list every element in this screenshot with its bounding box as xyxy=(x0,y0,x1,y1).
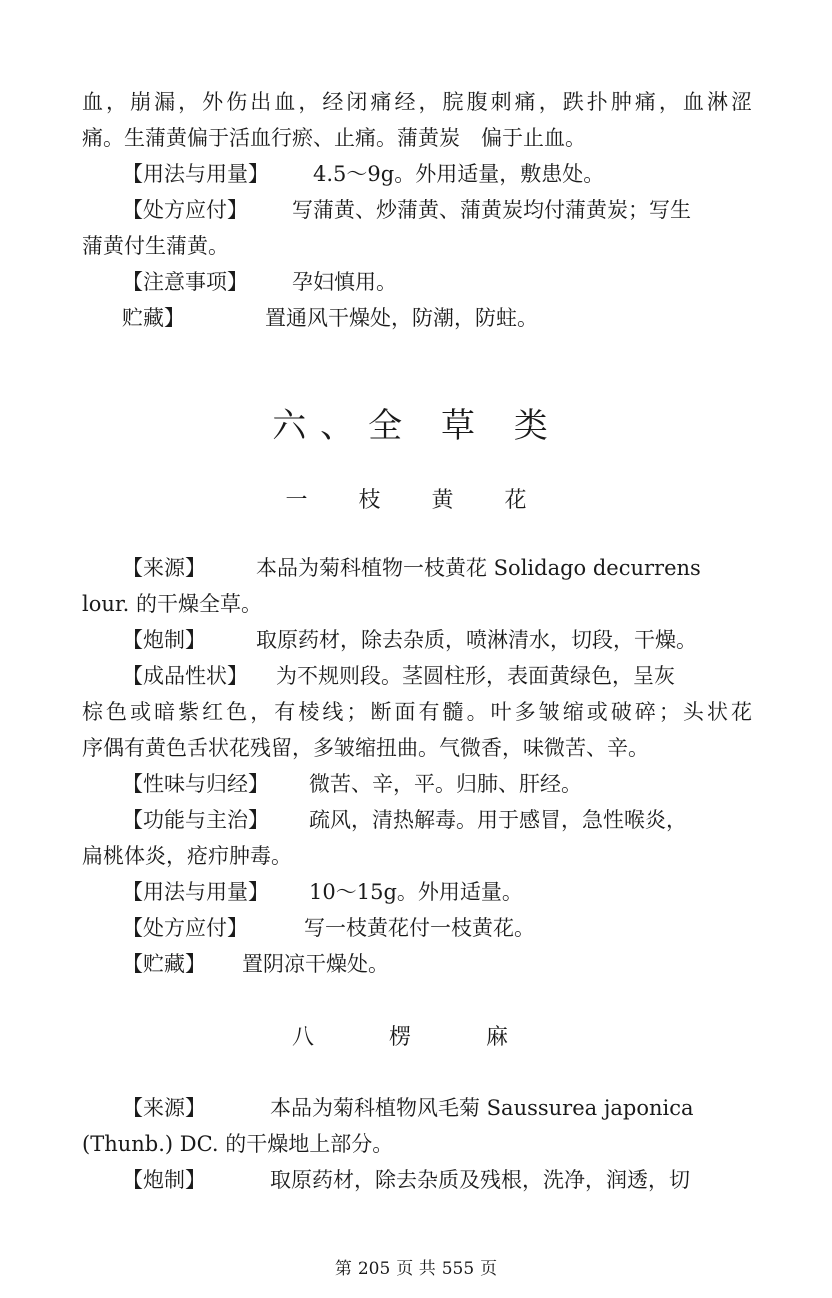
usage-text: 4.5～9g。外用适量，敷患处。 xyxy=(313,162,605,186)
prescription-label: 【处方应付】 xyxy=(122,916,248,940)
paragraph-line: lour. 的干燥全草。 xyxy=(82,592,262,616)
source-text: 本品为菊科植物一枝黄花 Solidago decurrens xyxy=(256,556,701,580)
usage-entry xyxy=(82,874,523,910)
prescription-entry xyxy=(82,192,691,228)
storage-label: 【贮藏】 xyxy=(122,952,206,976)
paragraph-line: 痛。生蒲黄偏于活血行瘀、止痛。蒲黄炭 偏于止血。 xyxy=(82,126,586,150)
caution-label: 【注意事项】 xyxy=(122,270,248,294)
usage-entry xyxy=(82,156,604,192)
processing-text: 取原药材，除去杂质，喷淋清水，切段，干燥。 xyxy=(256,628,697,652)
processing-label: 【炮制】 xyxy=(122,628,206,652)
prescription-label: 【处方应付】 xyxy=(122,198,248,222)
nature-entry xyxy=(82,766,582,802)
processing-entry xyxy=(82,1162,690,1198)
nature-label: 【性味与归经】 xyxy=(122,772,269,796)
function-label: 【功能与主治】 xyxy=(122,808,269,832)
traits-text: 为不规则段。茎圆柱形，表面黄绿色，呈灰 xyxy=(276,664,675,688)
source-label: 【来源】 xyxy=(122,556,206,580)
storage-entry xyxy=(82,946,389,982)
caution-entry xyxy=(82,264,397,300)
page-number: 205 xyxy=(357,1259,391,1279)
source-entry xyxy=(82,1090,694,1126)
processing-entry xyxy=(82,622,697,658)
storage-text: 置阴凉干燥处。 xyxy=(242,952,389,976)
nature-text: 微苦、辛，平。归肺、肝经。 xyxy=(309,772,582,796)
prescription-text: 写一枝黄花付一枝黄花。 xyxy=(304,916,535,940)
source-label: 【来源】 xyxy=(122,1096,206,1120)
function-text: 疏风，清热解毒。用于感冒，急性喉炎， xyxy=(309,808,687,832)
page-footer xyxy=(0,1254,832,1279)
footer-prefix: 第 xyxy=(334,1259,352,1279)
source-entry xyxy=(82,550,701,586)
usage-label: 【用法与用量】 xyxy=(122,162,269,186)
storage-entry xyxy=(82,300,538,336)
paragraph-line: 扁桃体炎，疮疖肿毒。 xyxy=(82,844,292,868)
source-text: 本品为菊科植物风毛菊 Saussurea japonica xyxy=(270,1096,694,1120)
item-title: 八 楞 麻 xyxy=(292,1025,542,1050)
storage-label: 贮藏】 xyxy=(122,306,185,330)
storage-text: 置通风干燥处，防潮，防蛀。 xyxy=(265,306,538,330)
traits-label: 【成品性状】 xyxy=(122,664,248,688)
paragraph-line: 血，崩漏，外伤出血，经闭痛经，脘腹刺痛，跌扑肿痛，血淋涩 xyxy=(82,90,752,114)
paragraph-line: 序偶有黄色舌状花残留，多皱缩扭曲。气微香，味微苦、辛。 xyxy=(82,736,649,760)
total-pages: 555 xyxy=(441,1259,475,1279)
footer-middle: 页 共 xyxy=(396,1259,436,1279)
processing-label: 【炮制】 xyxy=(122,1168,206,1192)
usage-label: 【用法与用量】 xyxy=(122,880,269,904)
prescription-entry xyxy=(82,910,535,946)
usage-text: 10～15g。外用适量。 xyxy=(309,880,523,904)
item-title: 一 枝 黄 花 xyxy=(285,488,549,513)
paragraph-line: (Thunb.) DC. 的干燥地上部分。 xyxy=(82,1132,394,1156)
prescription-text: 写蒲黄、炒蒲黄、蒲黄炭均付蒲黄炭；写生 xyxy=(292,198,691,222)
caution-text: 孕妇慎用。 xyxy=(292,270,397,294)
paragraph-line: 棕色或暗紫红色，有棱线；断面有髓。叶多皱缩或破碎；头状花 xyxy=(82,700,752,724)
footer-suffix: 页 xyxy=(480,1259,498,1279)
function-entry xyxy=(82,802,687,838)
section-heading: 六、全 草 类 xyxy=(272,406,562,446)
traits-entry xyxy=(82,658,675,694)
processing-text: 取原药材，除去杂质及残根，洗净，润透，切 xyxy=(270,1168,690,1192)
paragraph-line: 蒲黄付生蒲黄。 xyxy=(82,234,229,258)
